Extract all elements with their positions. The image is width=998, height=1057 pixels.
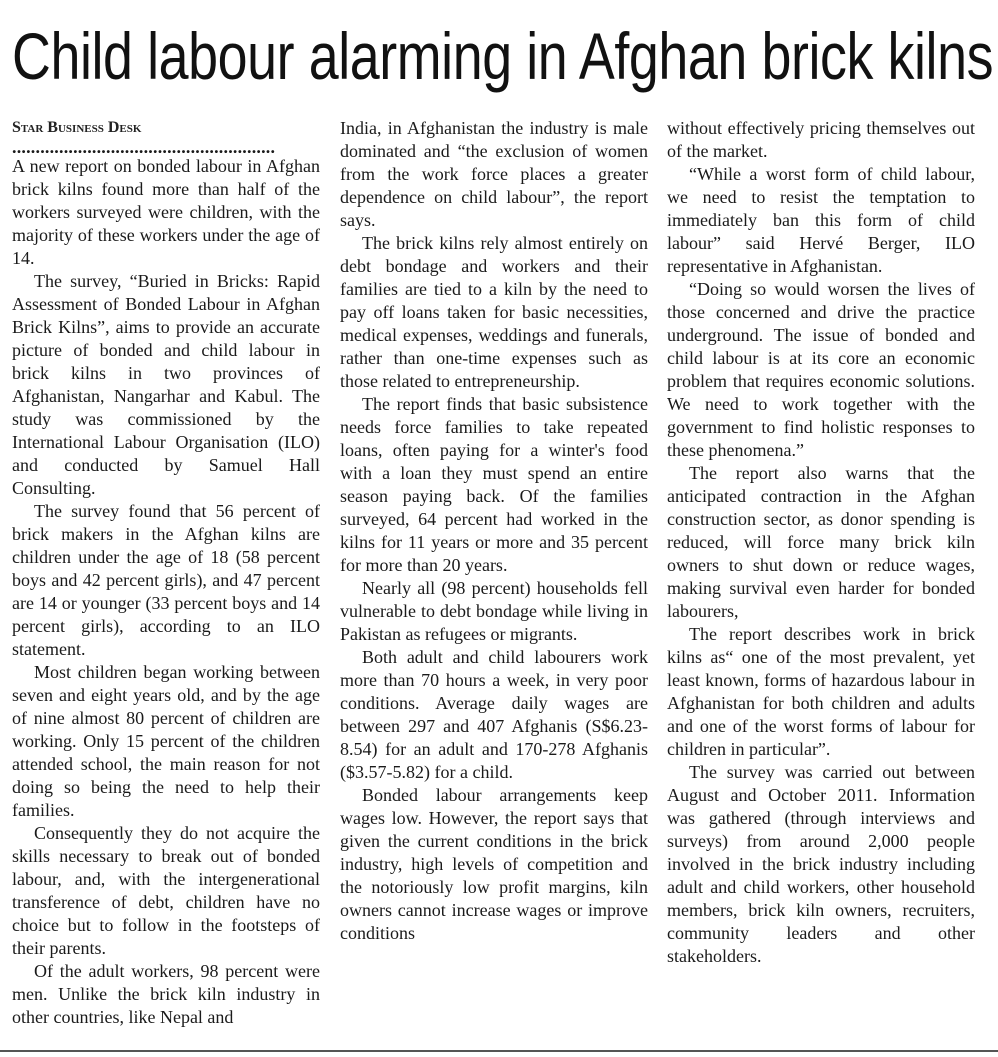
paragraph: A new report on bonded labour in Afghan brick kilns found more than half of the workers surveyed were children, with the majority of these workers under the age of 14. <box>12 156 320 268</box>
byline: Star Business Desk <box>12 119 142 136</box>
headline: Child labour alarming in Afghan brick kilns <box>12 19 994 93</box>
paragraph: Both adult and child labourers work more than 70 hours a week, in very poor conditions. Average daily wages are between 297 and 407 Afghanis (S$6.23-8.54) for an adult and 170-278 Afghanis ($3.57-5.82) for a child. <box>340 647 648 782</box>
paragraph: without effectively pricing themselves out of the market. <box>667 118 975 161</box>
paragraph: India, in Afghanistan the industry is male dominated and “the exclusion of women from the work force places a greater dependence on child labour”, the report says. <box>340 118 648 230</box>
article-column-1 <box>12 117 320 1029</box>
paragraph: Of the adult workers, 98 percent were men. Unlike the brick kiln industry in other countries, like Nepal and <box>12 961 320 1027</box>
paragraph: “Doing so would worsen the lives of those concerned and drive the practice underground. The issue of bonded and child labour is at its core an economic problem that requires economic solutions. We need to work together with the government to find holistic responses to these phenomena.” <box>667 279 975 460</box>
paragraph: The report also warns that the anticipated contraction in the Afghan construction sector, as donor spending is reduced, will force many brick kiln owners to shut down or reduce wages, making survival even harder for bonded labourers, <box>667 463 975 621</box>
article-column-2 <box>340 117 648 945</box>
article-column-3 <box>667 117 975 968</box>
paragraph: The report describes work in brick kilns as“ one of the most prevalent, yet least known, forms of hazardous labour in Afghanistan for both children and adults and one of the worst forms of labour for children in particular”. <box>667 624 975 759</box>
paragraph: The survey was carried out between August and October 2011. Information was gathered (through interviews and surveys) from around 2,000 people involved in the brick industry including adult and child workers, other household members, brick kiln owners, recruiters, community leaders and other stakeholders. <box>667 762 975 966</box>
paragraph: “While a worst form of child labour, we need to resist the temptation to immediately ban this form of child labour” said Hervé Berger, ILO representative in Afghanistan. <box>667 164 975 276</box>
byline-separator: ........................................................ <box>12 139 276 155</box>
paragraph: The survey, “Buried in Bricks: Rapid Assessment of Bonded Labour in Afghan Brick Kilns”, aims to provide an accurate picture of bonded and child labour in brick kilns in two provinces of Afghanistan, Nangarhar and Kabul. The study was commissioned by the International Labour Organisation (ILO) and conducted by Samuel Hall Consulting. <box>12 271 320 498</box>
bottom-rule <box>0 1050 998 1052</box>
paragraph: Nearly all (98 percent) households fell vulnerable to debt bondage while living in Pakistan as refugees or migrants. <box>340 578 648 644</box>
paragraph: The survey found that 56 percent of brick makers in the Afghan kilns are children under the age of 18 (58 percent boys and 42 percent girls), and 47 percent are 14 or younger (33 percent boys and 14 percent girls), according to an ILO statement. <box>12 501 320 659</box>
paragraph: Most children began working between seven and eight years old, and by the age of nine almost 80 percent of children are working. Only 15 percent of the children attended school, the main reason for not doing so being the need to help their families. <box>12 662 320 820</box>
paragraph: Consequently they do not acquire the skills necessary to break out of bonded labour, and, with the intergenerational transference of debt, children have no choice but to follow in the footsteps of their parents. <box>12 823 320 958</box>
paragraph: The report finds that basic subsistence needs force families to take repeated loans, often paying for a winter's food with a loan they must spend an entire season paying back. Of the families surveyed, 64 percent had worked in the kilns for 11 years or more and 35 percent for more than 20 years. <box>340 394 648 575</box>
paragraph: Bonded labour arrangements keep wages low. However, the report says that given the current conditions in the brick industry, high levels of competition and the notoriously low profit margins, kiln owners cannot increase wages or improve conditions <box>340 785 648 943</box>
paragraph: The brick kilns rely almost entirely on debt bondage and workers and their families are tied to a kiln by the need to pay off loans taken for basic necessities, medical expenses, weddings and funerals, rather than one-time expenses such as those related to entrepreneurship. <box>340 233 648 391</box>
